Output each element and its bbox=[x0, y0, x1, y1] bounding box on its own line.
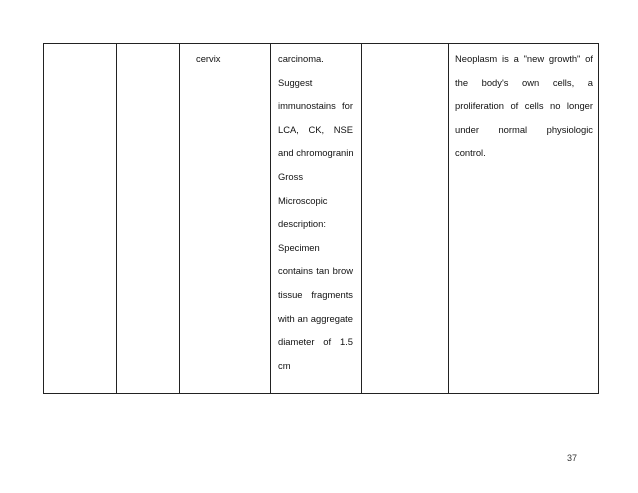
findings-line: with an aggregate bbox=[278, 312, 353, 324]
site-text: cervix bbox=[196, 53, 221, 64]
document-table bbox=[43, 43, 599, 394]
page-number: 37 bbox=[567, 453, 578, 463]
findings-line: Microscopic bbox=[278, 194, 328, 206]
table-cell-empty-2 bbox=[117, 44, 180, 394]
findings-line: diameter of 1.5 bbox=[278, 336, 353, 348]
findings-line: Suggest bbox=[278, 76, 313, 88]
notes-line: under normal physiologic bbox=[455, 123, 593, 135]
findings-line: tissue fragments bbox=[278, 288, 353, 300]
findings-line: cm bbox=[278, 359, 291, 371]
table-cell-findings bbox=[271, 44, 362, 394]
notes-line: the body's own cells, a bbox=[455, 76, 593, 88]
findings-line: carcinoma. bbox=[278, 53, 324, 64]
table-row bbox=[44, 44, 599, 394]
table-cell-empty-5 bbox=[362, 44, 449, 394]
findings-line: immunostains for bbox=[278, 100, 353, 112]
findings-line: Gross bbox=[278, 170, 304, 182]
findings-line: and chromogranin bbox=[278, 147, 354, 159]
findings-line: description: bbox=[278, 218, 326, 230]
table-cell-notes bbox=[449, 44, 599, 394]
findings-line: contains tan brow bbox=[278, 265, 353, 277]
findings-line: LCA, CK, NSE bbox=[278, 123, 353, 135]
findings-line: Specimen bbox=[278, 241, 320, 253]
notes-line: Neoplasm is a "new growth" of bbox=[455, 53, 593, 64]
notes-line: proliferation of cells no longer bbox=[455, 100, 593, 112]
table-cell-site bbox=[180, 44, 271, 394]
table-cell-empty-1 bbox=[44, 44, 117, 394]
notes-line: control. bbox=[455, 147, 486, 159]
